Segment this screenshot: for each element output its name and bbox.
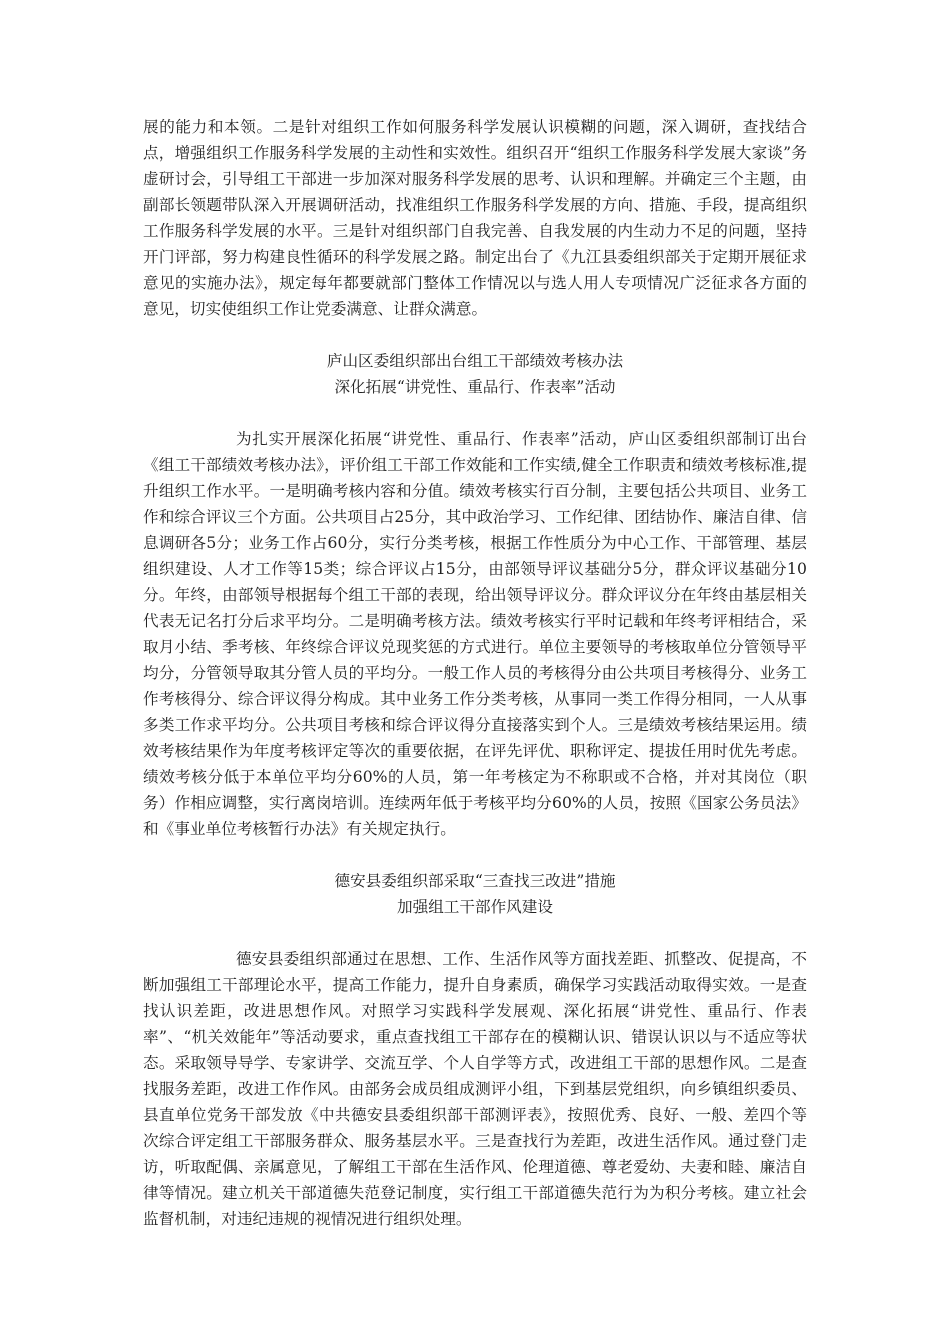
spacer bbox=[143, 322, 807, 348]
section-subtitle-line: 深化拓展“讲党性、重品行、作表率”活动 bbox=[334, 378, 616, 396]
section-title-line: 德安县委组织部采取“三查找三改进”措施 bbox=[334, 872, 616, 890]
body-paragraph: 展的能力和本领。二是针对组织工作如何服务科学发展认识模糊的问题，深入调研，查找结合点，增强组织工作服务科学发展的主动性和实效性。组织召开“组织工作服务科学发展大家谈”务虚研讨会，引导组工干部进一步加深对服务科学发展的思考、认识和理解。并确定三个主题，由副部长领题带队深入开展调研活动，找准组织工作服务科学发展的方向、措施、手段，提高组织工作服务科学发展的水平。三是针对组织部门自我完善、自我发展的内生动力不足的问题，坚持开门评部，努力构建良性循环的科学发展之路。制定出台了《九江县委组织部关于定期开展征求意见的实施办法》，规定每年都要就部门整体工作情况以与选人用人专项情况广泛征求各方面的意见，切实使组织工作让党委满意、让群众满意。 bbox=[143, 118, 807, 318]
body-paragraph: 德安县委组织部通过在思想、工作、生活作风等方面找差距、抓整改、促提高，不断加强组工干部理论水平，提高工作能力，提升自身素质，确保学习实践活动取得实效。一是查找认识差距，改进思想作风。对照学习实践科学发展观、深化拓展“讲党性、重品行、作表率”、“机关效能年”等活动要求，重点查找组工干部存在的模糊认识、错误认识以与不适应等状态。采取领导导学、专家讲学、交流互学、个人自学等方式，改进组工干部的思想作风。二是查找服务差距，改进工作作风。由部务会成员组成测评小组，下到基层党组织，向乡镇组织委员、县直单位党务干部发放《中共德安县委组织部干部测评表》，按照优秀、良好、一般、差四个等次综合评定组工干部服务群众、服务基层水平。三是查找行为差距，改进生活作风。通过登门走访，听取配偶、亲属意见，了解组工干部在生活作风、伦理道德、尊老爱幼、夫妻和睦、廉洁自律等情况。建立机关干部道德失范登记制度，实行组工干部道德失范行为为积分考核。建立社会监督机制，对违纪违规的视情况进行组织处理。 bbox=[143, 950, 807, 1228]
body-paragraph: 为扎实开展深化拓展“讲党性、重品行、作表率”活动，庐山区委组织部制订出台《组工干部绩效考核办法》，评价组工干部工作效能和工作实绩,健全工作职责和绩效考核标准,提升组织工作水平。一是明确考核内容和分值。绩效考核实行百分制，主要包括公共项目、业务工作和综合评议三个方面。公共项目占25分，其中政治学习、工作纪律、团结协作、廉洁自律、信息调研各5分；业务工作占60分，实行分类考核，根据工作性质分为中心工作、干部管理、基层组织建设、人才工作等15类；综合评议占15分，由部领导评议基础分5分，群众评议基础分10分。年终，由部领导根据每个组工干部的表现，给出领导评议分。群众评议分在年终由基层相关代表无记名打分后求平均分。二是明确考核方法。绩效考核实行平时记载和年终考评相结合，采取月小结、季考核、年终综合评议兑现奖惩的方式进行。单位主要领导的考核取单位分管领导平均分，分管领导取其分管人员的平均分。一般工作人员的考核得分由公共项目考核得分、业务工作考核得分、综合评议得分构成。其中业务工作分类考核，从事同一类工作得分相同，一人从事多类工作求平均分。公共项目考核和综合评议得分直接落实到个人。三是绩效考核结果运用。绩效考核结果作为年度考核评定等次的重要依据，在评先评优、职称评定、提拔任用时优先考虑。绩效考核分低于本单位平均分60%的人员，第一年考核定为不称职或不合格，并对其岗位（职务）作相应调整，实行离岗培训。连续两年低于考核平均分60%的人员，按照《国家公务员法》和《事业单位考核暂行办法》有关规定执行。 bbox=[143, 430, 807, 838]
document-page bbox=[143, 114, 807, 1232]
spacer bbox=[143, 920, 807, 946]
section-subtitle-line: 加强组工干部作风建设 bbox=[397, 898, 553, 916]
spacer bbox=[143, 842, 807, 868]
section-title bbox=[143, 868, 807, 920]
spacer bbox=[143, 400, 807, 426]
section-title bbox=[143, 348, 807, 400]
section-title-line: 庐山区委组织部出台组工干部绩效考核办法 bbox=[326, 352, 624, 370]
